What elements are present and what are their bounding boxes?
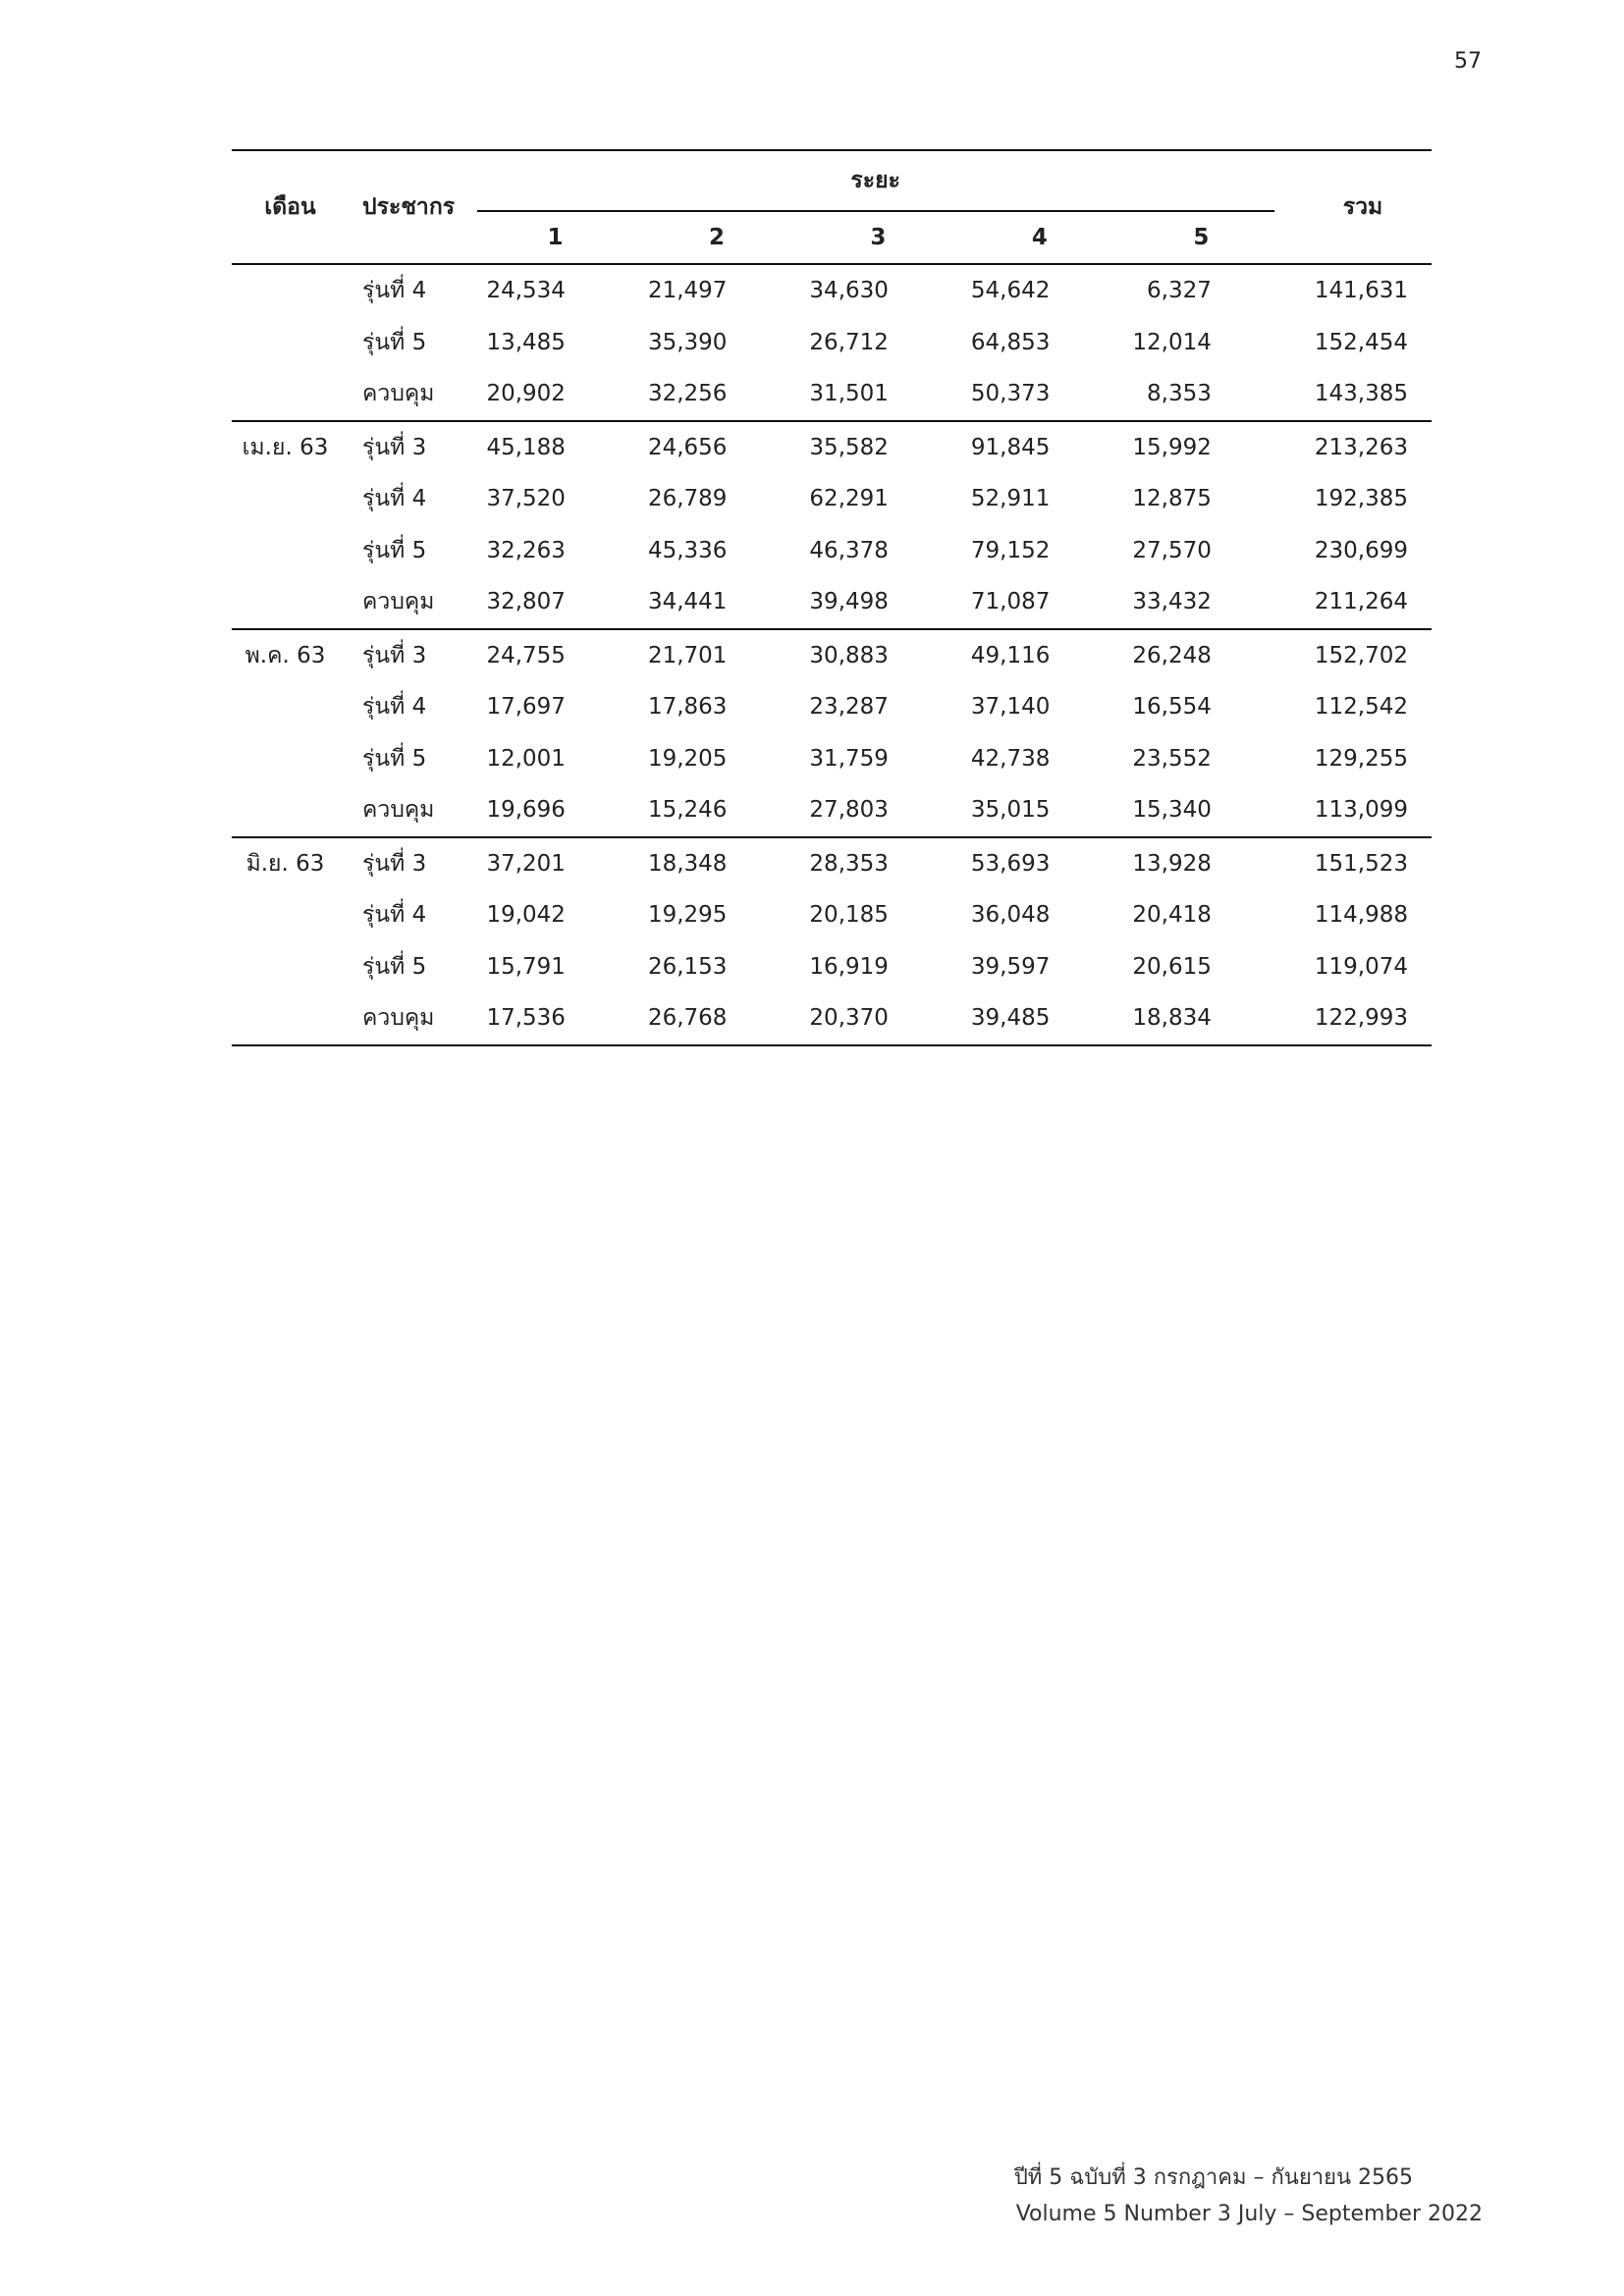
total-cell: 152,702 (1294, 629, 1432, 682)
range-5-cell: 23,552 (1132, 745, 1212, 772)
header-range-2: 2 (708, 225, 725, 250)
range-5-cell: 15,992 (1132, 421, 1293, 474)
table-row (232, 733, 1432, 785)
range-5-cell: 15,340 (1132, 797, 1212, 824)
range-4-cell: 49,116 (971, 629, 1132, 682)
table-row (232, 525, 1432, 577)
range-3-cell: 28,353 (809, 837, 970, 890)
month-cell (232, 317, 349, 369)
population-cell: รุ่นที่ 3 (349, 629, 486, 682)
range-4-cell: 54,642 (970, 278, 1051, 304)
header-total: รวม (1342, 194, 1383, 220)
total-cell: 129,255 (1314, 745, 1408, 772)
range-2-cell: 15,246 (647, 797, 728, 824)
header-row-1 (232, 150, 1432, 212)
range-5-cell: 27,570 (1132, 537, 1212, 563)
population-cell: รุ่นที่ 4 (362, 486, 427, 512)
month-cell (232, 264, 349, 317)
population-cell: รุ่นที่ 4 (362, 694, 427, 721)
month-cell (232, 681, 349, 733)
range-4-cell: 52,911 (970, 486, 1051, 512)
table-row (232, 576, 1432, 629)
range-3-cell: 46,378 (809, 537, 889, 563)
population-cell: รุ่นที่ 5 (362, 745, 427, 772)
header-range-5: 5 (1193, 225, 1210, 250)
range-1-cell: 17,697 (486, 694, 566, 721)
total-cell: 113,099 (1314, 797, 1408, 824)
population-cell: ควบคุม (362, 589, 435, 615)
month-cell: มิ.ย. 63 (232, 837, 349, 890)
table-row (232, 473, 1432, 525)
range-2-cell: 21,701 (648, 629, 809, 682)
range-1-cell: 17,536 (486, 1005, 566, 1032)
month-cell (232, 576, 349, 629)
range-5-cell: 18,834 (1132, 1005, 1212, 1032)
population-cell: ควบคุม (362, 797, 435, 824)
range-5-cell: 16,554 (1132, 694, 1212, 721)
range-3-cell: 31,501 (809, 381, 889, 407)
range-2-cell: 35,390 (647, 329, 728, 355)
header-month: เดือน (264, 194, 316, 220)
header-range-4: 4 (1031, 225, 1048, 250)
total-cell: 114,988 (1314, 902, 1408, 929)
month-cell (232, 368, 349, 421)
range-5-cell: 8,353 (1147, 381, 1212, 407)
range-4-cell: 71,087 (970, 589, 1051, 615)
population-cell: ควบคุม (362, 381, 435, 407)
population-cell: รุ่นที่ 3 (349, 421, 486, 474)
range-4-cell: 37,140 (970, 694, 1051, 721)
month-cell: พ.ค. 63 (232, 629, 349, 682)
table-row (232, 992, 1432, 1045)
table-row (232, 317, 1432, 369)
range-4-cell: 35,015 (970, 797, 1051, 824)
footer-english: Volume 5 Number 3 July – September 2022 (1015, 2202, 1483, 2226)
range-5-cell: 33,432 (1132, 589, 1212, 615)
range-5-cell: 6,327 (1147, 278, 1212, 304)
range-3-cell: 39,498 (809, 589, 889, 615)
range-4-cell: 50,373 (970, 381, 1051, 407)
total-cell: 119,074 (1314, 953, 1408, 980)
footer-thai: ปีที่ 5 ฉบับที่ 3 กรกฎาคม – กันยายน 2565 (1013, 2165, 1413, 2190)
range-5-cell: 20,418 (1132, 902, 1212, 929)
table-header (232, 150, 1432, 264)
range-3-cell: 62,291 (809, 486, 889, 512)
range-5-cell: 12,014 (1132, 329, 1212, 355)
table-row (232, 264, 1432, 317)
range-4-cell: 36,048 (970, 902, 1051, 929)
range-1-cell: 24,534 (486, 278, 566, 304)
table-row (232, 681, 1432, 733)
range-1-cell: 24,755 (486, 629, 647, 682)
range-3-cell: 26,712 (809, 329, 889, 355)
month-cell (232, 992, 349, 1045)
range-1-cell: 19,042 (486, 902, 566, 929)
data-table (232, 149, 1432, 1046)
population-cell: รุ่นที่ 4 (362, 278, 427, 304)
total-cell: 122,993 (1314, 1005, 1408, 1032)
total-cell: 151,523 (1294, 837, 1432, 890)
range-2-cell: 21,497 (647, 278, 728, 304)
range-4-cell: 64,853 (970, 329, 1051, 355)
table-row (232, 421, 1432, 474)
range-1-cell: 37,201 (486, 837, 647, 890)
header-range (486, 150, 1293, 212)
month-cell (232, 733, 349, 785)
month-cell (232, 473, 349, 525)
range-2-cell: 24,656 (648, 421, 809, 474)
range-5-cell: 13,928 (1132, 837, 1293, 890)
range-3-cell: 23,287 (809, 694, 889, 721)
total-cell: 213,263 (1294, 421, 1432, 474)
range-1-cell: 15,791 (486, 953, 566, 980)
population-cell: รุ่นที่ 4 (362, 902, 427, 929)
total-cell: 141,631 (1314, 278, 1408, 304)
range-2-cell: 19,295 (647, 902, 728, 929)
page-number: 57 (1454, 49, 1482, 74)
population-cell: ควบคุม (362, 1005, 435, 1032)
range-2-cell: 18,348 (648, 837, 809, 890)
range-2-cell: 34,441 (647, 589, 728, 615)
header-range-1: 1 (547, 225, 564, 250)
total-cell: 143,385 (1314, 381, 1408, 407)
range-2-cell: 26,768 (647, 1005, 728, 1032)
range-3-cell: 34,630 (809, 278, 889, 304)
total-cell: 211,264 (1314, 589, 1408, 615)
range-5-cell: 20,615 (1132, 953, 1212, 980)
range-5-cell: 12,875 (1132, 486, 1212, 512)
range-1-cell: 12,001 (486, 745, 566, 772)
population-cell: รุ่นที่ 5 (362, 953, 427, 980)
total-cell: 112,542 (1314, 694, 1408, 721)
range-4-cell: 91,845 (971, 421, 1132, 474)
total-cell: 192,385 (1314, 486, 1408, 512)
population-cell: รุ่นที่ 5 (362, 329, 427, 355)
range-1-cell: 13,485 (486, 329, 566, 355)
range-3-cell: 16,919 (809, 953, 889, 980)
table-row (232, 837, 1432, 890)
range-2-cell: 17,863 (647, 694, 728, 721)
range-4-cell: 39,485 (970, 1005, 1051, 1032)
range-1-cell: 20,902 (486, 381, 566, 407)
range-3-cell: 31,759 (809, 745, 889, 772)
total-cell: 152,454 (1314, 329, 1408, 355)
range-3-cell: 20,370 (809, 1005, 889, 1032)
population-cell: รุ่นที่ 5 (362, 537, 427, 563)
month-cell (232, 784, 349, 837)
range-3-cell: 30,883 (809, 629, 970, 682)
month-cell (232, 941, 349, 993)
range-3-cell: 35,582 (809, 421, 970, 474)
range-2-cell: 45,336 (647, 537, 728, 563)
table-row (232, 889, 1432, 941)
range-4-cell: 39,597 (970, 953, 1051, 980)
month-cell: เม.ย. 63 (232, 421, 349, 474)
population-cell: รุ่นที่ 3 (349, 837, 486, 890)
range-1-cell: 32,263 (486, 537, 566, 563)
month-cell (232, 525, 349, 577)
range-4-cell: 53,693 (971, 837, 1132, 890)
range-2-cell: 19,205 (647, 745, 728, 772)
range-2-cell: 32,256 (647, 381, 728, 407)
range-2-cell: 26,153 (647, 953, 728, 980)
table-row (232, 941, 1432, 993)
range-5-cell: 26,248 (1132, 629, 1293, 682)
range-2-cell: 26,789 (647, 486, 728, 512)
range-4-cell: 42,738 (970, 745, 1051, 772)
range-1-cell: 37,520 (486, 486, 566, 512)
range-1-cell: 45,188 (486, 421, 647, 474)
header-population: ประชากร (362, 194, 456, 220)
header-range-3: 3 (870, 225, 887, 250)
month-cell (232, 889, 349, 941)
range-1-cell: 19,696 (486, 797, 566, 824)
total-cell: 230,699 (1314, 537, 1408, 563)
range-4-cell: 79,152 (970, 537, 1051, 563)
table-row (232, 368, 1432, 421)
data-table-container (232, 149, 1432, 1046)
header-range-label: ระยะ (477, 163, 1274, 212)
table-row (232, 784, 1432, 837)
table-body (232, 264, 1432, 1045)
range-3-cell: 27,803 (809, 797, 889, 824)
table-row (232, 629, 1432, 682)
range-1-cell: 32,807 (486, 589, 566, 615)
range-3-cell: 20,185 (809, 902, 889, 929)
